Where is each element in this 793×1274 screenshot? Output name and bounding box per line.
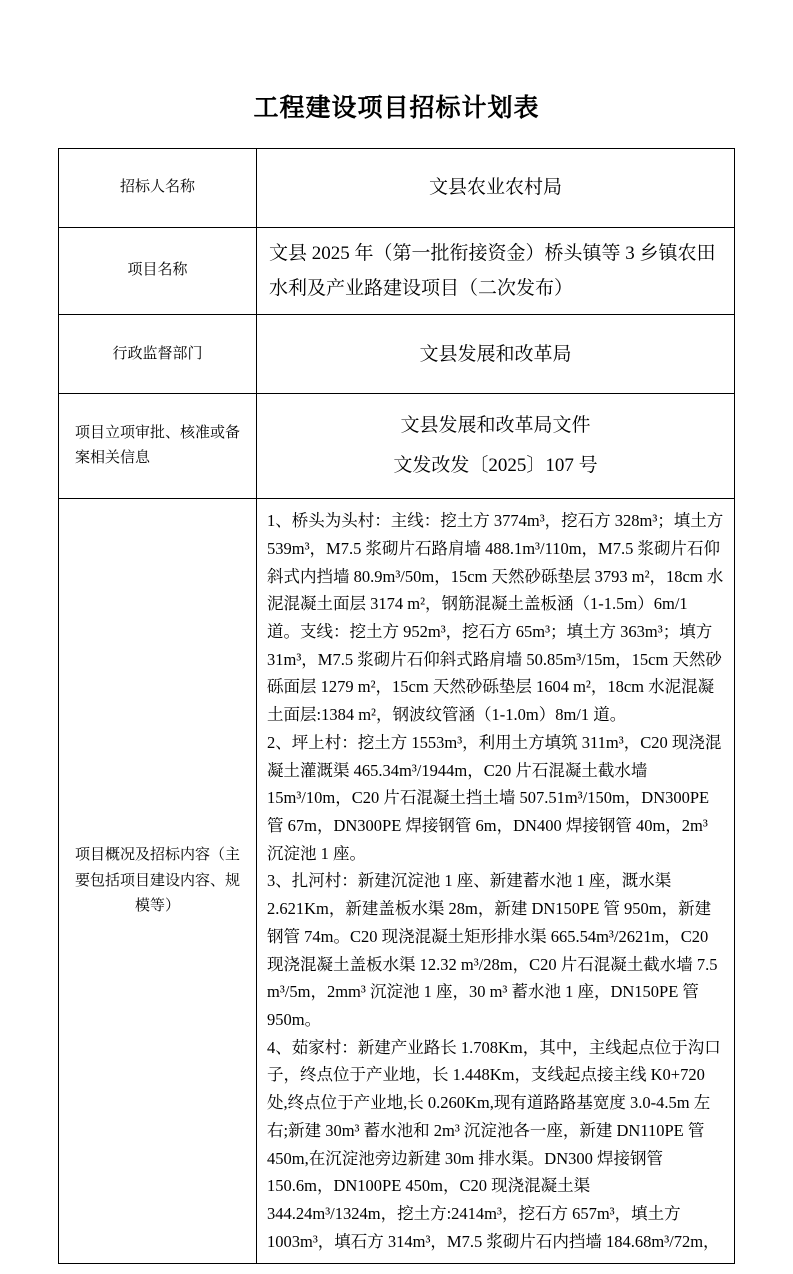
table-row-project-name — [59, 228, 735, 315]
approval-doc-issuer: 文县发展和改革局文件 — [400, 415, 591, 437]
row-value-project-name: 文县 2025 年（第一批衔接资金）桥头镇等 3 乡镇农田水利及产业路建设项目（二次发布） — [257, 228, 735, 315]
bidding-plan-table — [58, 148, 735, 1264]
overview-paragraph-1: 1、桥头为头村：主线：挖土方 3774m³，挖石方 328m³；填土方 539m³，M7.5 浆砌片石路肩墙 488.1m³/110m，M7.5 浆砌片石仰斜式内挡墙 80.9m³/50m，15cm 天然砂砾垫层 3793 m²，18cm 水泥混凝土面层 3174 m²，钢筋混凝土盖板涵（1-1.5m）6m/1 道。支线：挖土方 952m³，挖石方 65m³；填土方 363m³；填方 31m³，M7.5 浆砌片石仰斜式路肩墙 50.85m³/15m，15cm 天然砂砾面层 1279 m²，15cm 天然砂砾垫层 1604 m²，18cm 水泥混凝土面层:1384 m²，钢波纹管涵（1-1.0m）8m/1 道。 — [267, 511, 724, 725]
row-value-approval-info — [257, 394, 735, 499]
row-label-project-name: 项目名称 — [59, 228, 257, 315]
table-row-supervision-dept — [59, 315, 735, 394]
row-label-bidder-name: 招标人名称 — [59, 149, 257, 228]
row-label-supervision-dept: 行政监督部门 — [59, 315, 257, 394]
overview-paragraph-3: 3、扎河村：新建沉淀池 1 座、新建蓄水池 1 座，溉水渠 2.621Km，新建盖板水渠 28m，新建 DN150PE 管 950m，新建钢管 74m。C20 现浇混凝土矩形排水渠 665.54m³/2621m，C20 现浇混凝土盖板水渠 12.32 m³/28m，C20 片石混凝土截水墙 7.5 m³/5m，2mm³ 沉淀池 1 座，30 m³ 蓄水池 1 座，DN150PE 管 950m。 — [267, 871, 718, 1029]
page-title: 工程建设项目招标计划表 — [253, 94, 540, 122]
row-value-bidder-name: 文县农业农村局 — [257, 149, 735, 228]
row-label-approval-info: 项目立项审批、核准或备案相关信息 — [59, 394, 257, 499]
approval-doc-number: 文发改发〔2025〕107 号 — [393, 455, 598, 477]
overview-paragraph-4: 4、茹家村：新建产业路长 1.708Km，其中，主线起点位于沟口子，终点位于产业地，长 1.448Km，支线起点接主线 K0+720 处,终点位于产业地,长 0.260Km,现有道路路基宽度 3.0-4.5m 左右;新建 30m³ 蓄水池和 2m³ 沉淀池各一座，新建 DN110PE 管 450m,在沉淀池旁边新建 30m 排水渠。DN300 焊接钢管 150.6m，DN100PE 450m，C20 现浇混凝土渠 344.24m³/1324m，挖土方:2414m³，挖石方 657m³，填土方 1003m³，填石方 314m³，M7.5 浆砌片石内挡墙 184.68m³/72m， — [267, 1037, 721, 1251]
table-row-bidder-name — [59, 149, 735, 228]
row-label-project-overview: 项目概况及招标内容（主要包括项目建设内容、规模等） — [59, 499, 257, 1264]
row-value-project-overview — [257, 499, 735, 1264]
overview-paragraph-2: 2、坪上村：挖土方 1553m³，利用土方填筑 311m³，C20 现浇混凝土灌溉渠 465.34m³/1944m，C20 片石混凝土截水墙 15m³/10m，C20 片石混凝土挡土墙 507.51m³/150m，DN300PE 管 67m，DN300PE 焊接钢管 6m，DN400 焊接钢管 40m，2m³ 沉淀池 1 座。 — [267, 732, 722, 863]
row-value-supervision-dept: 文县发展和改革局 — [257, 315, 735, 394]
table-row-project-overview — [59, 499, 735, 1264]
table-row-approval-info — [59, 394, 735, 499]
